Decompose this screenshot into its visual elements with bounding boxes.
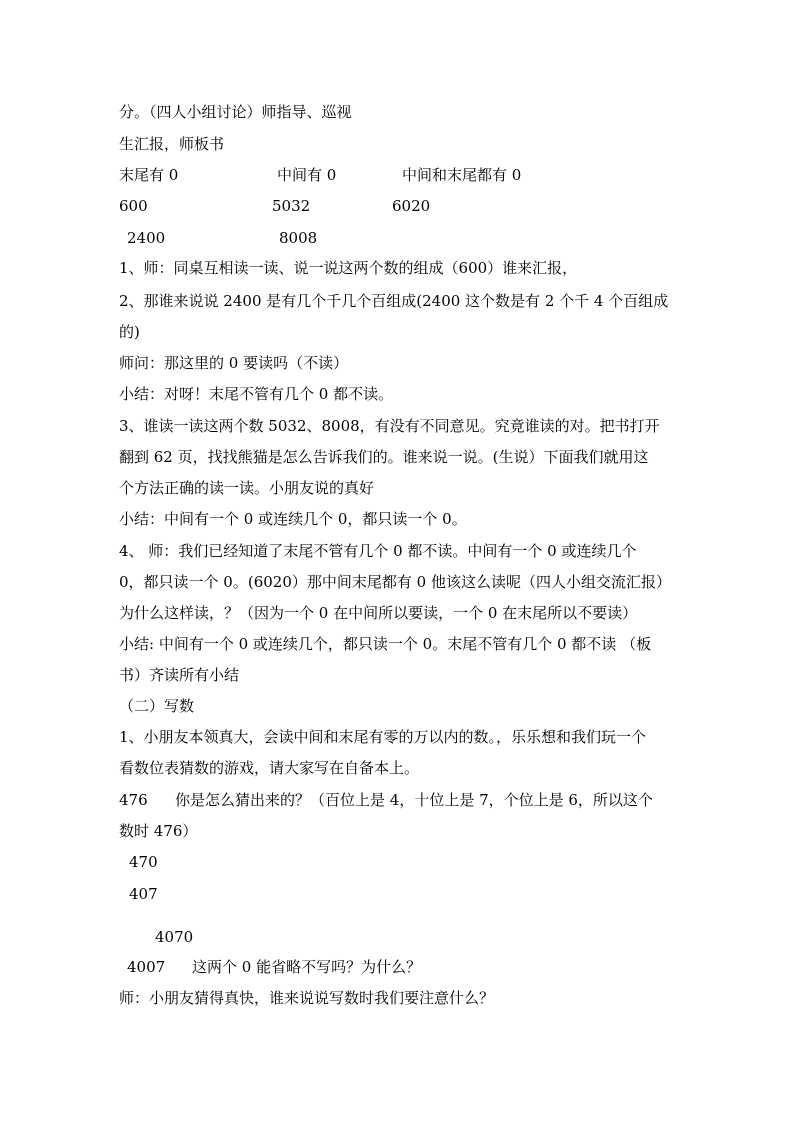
text-line: 个方法正确的读一读。小朋友说的真好: [119, 479, 375, 497]
text-line: 翻到 62 页，找找熊猫是怎么告诉我们的。谁来说一说。(生说）下面我们就用这: [119, 448, 649, 466]
text-line: 为什么这样读，？（因为一个 0 在中间所以要读，一个 0 在末尾所以不要读）: [119, 604, 638, 622]
number-value: 600: [119, 197, 148, 215]
category-label: 中间有 0: [277, 166, 337, 184]
text-line: 数时 476）: [119, 822, 198, 840]
text-line: 师：小朋友猜得真快，谁来说说写数时我们要注意什么？: [119, 989, 495, 1007]
text-line: 2、那谁来说说 2400 是有几个千几个百组成(2400 这个数是有 2 个千 4 个百组成: [119, 292, 669, 310]
text-line: 分。（四人小组讨论）师指导、巡视: [119, 103, 352, 121]
number-value: 4007: [127, 958, 166, 976]
number-value: 4070: [155, 928, 194, 946]
category-label: 末尾有 0: [119, 166, 179, 184]
number-value: 476: [119, 791, 148, 809]
number-value: 5032: [272, 197, 311, 215]
section-heading: （二）写数: [119, 697, 195, 715]
text-line: 0，都只读一个 0。(6020）那中间末尾都有 0 他该这么读呢（四人小组交流汇报）: [119, 573, 671, 591]
category-label: 中间和末尾都有 0: [402, 166, 522, 184]
text-line: 书）齐读所有小结: [119, 666, 240, 684]
number-value: 6020: [392, 197, 431, 215]
text-line: 师问：那这里的 0 要读吗（不读）: [119, 354, 349, 372]
text-line: 看数位表猜数的游戏，请大家写在自备本上。: [119, 759, 420, 777]
text-line: 生汇报，师板书: [119, 135, 225, 153]
summary-line: 小结: 中间有一个 0 或连续几个，都只读一个 0。末尾不管有几个 0 都不读 （板: [119, 635, 652, 653]
summary-line: 小结：对呀！末尾不管有几个 0 都不读。: [119, 385, 394, 403]
text-line: 你是怎么猜出来的？（百位上是 4，十位上是 7，个位上是 6，所以这个: [175, 791, 653, 809]
number-value: 407: [129, 885, 158, 903]
summary-line: 小结：中间有一个 0 或连续几个 0，都只读一个 0。: [119, 510, 467, 528]
text-line: 4、 师：我们已经知道了末尾不管有几个 0 都不读。中间有一个 0 或连续几个: [119, 542, 637, 560]
text-line: 1、小朋友本领真大，会读中间和末尾有零的万以内的数。，乐乐想和我们玩一个: [119, 728, 647, 746]
number-value: 8008: [279, 229, 318, 247]
text-line: 这两个 0 能省略不写吗？为什么？: [192, 958, 422, 976]
text-line: 1、师：同桌互相读一读、说一说这两个数的组成（600）谁来汇报，: [119, 259, 578, 277]
number-value: 470: [129, 853, 158, 871]
number-value: 2400: [127, 229, 166, 247]
text-line: 3、谁读一读这两个数 5032、8008，有没有不同意见。究竟谁读的对。把书打开: [119, 417, 660, 435]
text-line: 的): [119, 323, 140, 341]
